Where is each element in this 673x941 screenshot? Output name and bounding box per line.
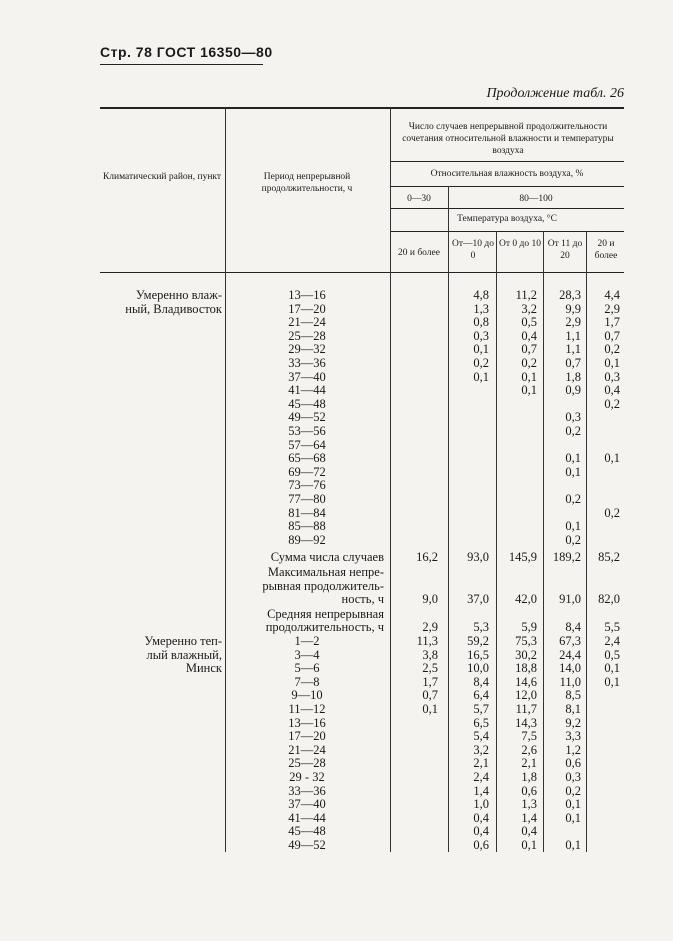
value-cell-c3: 0,5 [521, 315, 537, 330]
value-cell-c5: 0,2 [604, 505, 620, 520]
rule-humidity-ranges-top [390, 186, 624, 187]
period-cell: 37—40 [288, 797, 326, 812]
value-cell-c1: 0,1 [422, 702, 438, 716]
value-cell-c4: 0,3 [565, 410, 581, 425]
summary-value: 5,9 [521, 620, 537, 635]
value-cell-c4: 0,2 [565, 492, 581, 506]
period-cell: 25—28 [288, 756, 326, 771]
header-bottom-rule [100, 272, 624, 273]
period-cell: 49—52 [288, 838, 326, 852]
value-cell-c2: 4,8 [473, 288, 489, 302]
header-temperature: Температура воздуха, °С [457, 214, 557, 224]
header-humidity-0-30: 0—30 [407, 194, 431, 204]
period-cell: 29 - 32 [289, 770, 325, 784]
period-cell: 45—48 [288, 396, 326, 411]
value-cell-c4: 0,1 [565, 451, 581, 466]
summary-value: 16,2 [416, 550, 438, 565]
value-cell-c1: 0,7 [422, 688, 438, 703]
rule-humidity-top [390, 161, 624, 162]
summary-value: 2,9 [422, 620, 438, 635]
value-cell-c4: 0,2 [565, 783, 581, 798]
period-cell: 53—56 [288, 424, 326, 438]
summary-value: 9,0 [422, 592, 438, 607]
value-cell-c5: 0,5 [604, 647, 620, 662]
value-cell-c5: 0,7 [604, 328, 620, 343]
value-cell-c1: 2,5 [422, 661, 438, 676]
period-cell: 25—28 [288, 328, 326, 343]
value-cell-c2: 5,4 [473, 729, 489, 744]
header-col-5: 20 и более [594, 239, 618, 261]
value-cell-c5: 2,4 [604, 634, 620, 648]
value-cell-c1: 3,8 [422, 647, 438, 662]
period-cell: 13—16 [288, 715, 326, 730]
value-cell-c4: 24,4 [559, 647, 581, 662]
value-cell-c3: 1,4 [521, 810, 537, 825]
value-cell-c4: 14,0 [559, 661, 581, 676]
summary-value: 5,5 [604, 620, 620, 635]
summary-value: 91,0 [559, 592, 581, 607]
value-cell-c4: 1,2 [565, 742, 581, 757]
value-cell-c3: 0,1 [521, 838, 537, 852]
period-cell: 41—44 [288, 383, 326, 398]
value-cell-c3: 0,4 [521, 328, 537, 343]
period-cell: 89—92 [288, 532, 326, 547]
value-cell-c3: 2,6 [521, 742, 537, 757]
value-cell-c4: 0,9 [565, 383, 581, 398]
period-cell: 21—24 [288, 742, 326, 757]
summary-value: 93,0 [467, 550, 489, 565]
value-cell-c3: 14,3 [515, 715, 537, 730]
value-cell-c3: 0,7 [521, 342, 537, 357]
value-cell-c1: 11,3 [416, 634, 438, 648]
value-cell-c3: 0,2 [521, 356, 537, 370]
value-cell-c2: 3,2 [473, 742, 489, 757]
period-cell: 69—72 [288, 464, 326, 479]
value-cell-c2: 16,5 [467, 647, 489, 662]
value-cell-c3: 0,1 [521, 383, 537, 398]
col-divider-1 [225, 107, 226, 852]
rule-temp-cols-top [390, 231, 624, 232]
period-cell: 77—80 [288, 492, 326, 506]
header-humidity-80-100: 80—100 [519, 194, 553, 204]
value-cell-c4: 2,9 [565, 315, 581, 330]
summary-value: 5,3 [473, 620, 489, 635]
value-cell-c5: 0,4 [604, 383, 620, 398]
summary-value: 85,2 [598, 550, 620, 565]
value-cell-c1: 1,7 [422, 674, 438, 689]
value-cell-c4: 0,6 [565, 756, 581, 771]
period-cell: 17—20 [288, 301, 326, 316]
period-cell: 81—84 [288, 505, 326, 520]
value-cell-c5: 0,3 [604, 369, 620, 384]
header-col-4: От 11 до 20 [547, 239, 583, 261]
header-col-3: От 0 до 10 [499, 239, 541, 249]
value-cell-c4: 1,8 [565, 369, 581, 384]
period-cell: 65—68 [288, 451, 326, 466]
value-cell-c4: 0,2 [565, 532, 581, 547]
value-cell-c4: 0,1 [565, 810, 581, 825]
period-cell: 3—4 [294, 647, 320, 662]
header-rule [100, 64, 263, 65]
value-cell-c3: 7,5 [521, 729, 537, 744]
period-cell: 57—64 [288, 437, 326, 452]
value-cell-c3: 12,0 [515, 688, 537, 703]
period-cell: 45—48 [288, 824, 326, 839]
value-cell-c2: 0,8 [473, 315, 489, 330]
value-cell-c5: 0,1 [604, 674, 620, 689]
value-cell-c4: 67,3 [559, 634, 581, 648]
period-cell: 49—52 [288, 410, 326, 425]
value-cell-c3: 1,8 [521, 770, 537, 784]
value-cell-c3: 14,6 [515, 674, 537, 689]
value-cell-c5: 0,2 [604, 396, 620, 411]
summary-value: 82,0 [598, 592, 620, 607]
value-cell-c2: 8,4 [473, 674, 489, 689]
period-cell: 13—16 [288, 288, 326, 302]
region-label: Умеренно теп- лый влажный, Минск [144, 634, 222, 676]
page-header: Стр. 78 ГОСТ 16350—80 [100, 44, 273, 60]
value-cell-c3: 30,2 [515, 647, 537, 662]
summary-label: Средняя непрерывная продолжительность, ч [265, 606, 384, 635]
value-cell-c2: 6,5 [473, 715, 489, 730]
climate-data-table [100, 107, 624, 852]
value-cell-c4: 9,2 [565, 715, 581, 730]
value-cell-c2: 5,7 [473, 702, 489, 716]
value-cell-c5: 0,1 [604, 451, 620, 466]
summary-label: Сумма числа случаев [270, 550, 384, 565]
value-cell-c3: 11,7 [515, 702, 537, 716]
value-cell-c4: 0,3 [565, 770, 581, 784]
value-cell-c2: 1,4 [473, 783, 489, 798]
value-cell-c2: 0,3 [473, 328, 489, 343]
header-col-2: От—10 до 0 [452, 239, 494, 261]
period-cell: 33—36 [288, 783, 326, 798]
period-cell: 41—44 [288, 810, 326, 825]
table-continuation-label: Продолжение табл. 26 [486, 86, 624, 101]
value-cell-c4: 1,1 [565, 342, 581, 357]
value-cell-c3: 0,6 [521, 783, 537, 798]
value-cell-c4: 0,7 [565, 356, 581, 370]
value-cell-c4: 28,3 [559, 288, 581, 302]
region-label: Умеренно влаж- ный, Владивосток [125, 288, 222, 316]
value-cell-c3: 3,2 [521, 301, 537, 316]
value-cell-c3: 2,1 [521, 756, 537, 771]
period-cell: 7—8 [294, 674, 320, 689]
value-cell-c4: 8,1 [565, 702, 581, 716]
period-cell: 29—32 [288, 342, 326, 357]
value-cell-c3: 18,8 [515, 661, 537, 676]
value-cell-c3: 1,3 [521, 797, 537, 812]
value-cell-c2: 1,0 [473, 797, 489, 812]
period-cell: 9—10 [291, 688, 323, 703]
value-cell-c4: 0,1 [565, 519, 581, 534]
summary-value: 42,0 [515, 592, 537, 607]
value-cell-c4: 1,1 [565, 328, 581, 343]
value-cell-c2: 0,1 [473, 369, 489, 384]
value-cell-c4: 9,9 [565, 301, 581, 316]
value-cell-c2: 2,4 [473, 770, 489, 784]
summary-label: Максимальная непре- рывная продолжитель- ность, ч [262, 565, 384, 607]
value-cell-c3: 11,2 [515, 288, 537, 302]
value-cell-c2: 0,6 [473, 838, 489, 852]
period-cell: 37—40 [288, 369, 326, 384]
value-cell-c3: 0,1 [521, 369, 537, 384]
value-cell-c4: 8,5 [565, 688, 581, 703]
summary-value: 8,4 [565, 620, 581, 635]
period-cell: 21—24 [288, 315, 326, 330]
value-cell-c2: 1,3 [473, 301, 489, 316]
header-col-1: 20 и более [398, 248, 440, 258]
value-cell-c2: 0,1 [473, 342, 489, 357]
value-cell-c2: 59,2 [467, 634, 489, 648]
value-cell-c4: 0,1 [565, 838, 581, 852]
value-cell-c3: 0,4 [521, 824, 537, 839]
period-cell: 33—36 [288, 356, 326, 370]
header-humidity: Относительная влажность воздуха, % [430, 169, 584, 179]
value-cell-c2: 10,0 [467, 661, 489, 676]
value-cell-c5: 2,9 [604, 301, 620, 316]
header-region: Климатический район, пункт [102, 172, 222, 182]
value-cell-c5: 4,4 [604, 288, 620, 302]
value-cell-c2: 0,2 [473, 356, 489, 370]
period-cell: 1—2 [294, 634, 320, 648]
table-top-rule [100, 107, 624, 109]
value-cell-c5: 0,1 [604, 661, 620, 676]
value-cell-c5: 1,7 [604, 315, 620, 330]
value-cell-c2: 0,4 [473, 824, 489, 839]
value-cell-c4: 3,3 [565, 729, 581, 744]
period-cell: 85—88 [288, 519, 326, 534]
header-cases: Число случаев непрерывной продолжительности сочетания относительной влажности и температуры воздуха [402, 122, 614, 156]
period-cell: 17—20 [288, 729, 326, 744]
value-cell-c4: 0,1 [565, 797, 581, 812]
summary-value: 189,2 [552, 550, 581, 565]
summary-value: 145,9 [508, 550, 537, 565]
value-cell-c4: 0,2 [565, 424, 581, 438]
value-cell-c4: 0,1 [565, 464, 581, 479]
period-cell: 5—6 [294, 661, 320, 676]
value-cell-c2: 0,4 [473, 810, 489, 825]
value-cell-c3: 75,3 [515, 634, 537, 648]
period-cell: 73—76 [288, 478, 326, 493]
rule-temperature-top [390, 208, 624, 209]
value-cell-c5: 0,1 [604, 356, 620, 370]
period-cell: 11—12 [288, 702, 326, 716]
value-cell-c5: 0,2 [604, 342, 620, 357]
value-cell-c4: 11,0 [559, 674, 581, 689]
value-cell-c2: 6,4 [473, 688, 489, 703]
header-period: Период непрерывной продолжительности, ч [261, 172, 353, 194]
value-cell-c2: 2,1 [473, 756, 489, 771]
summary-value: 37,0 [467, 592, 489, 607]
